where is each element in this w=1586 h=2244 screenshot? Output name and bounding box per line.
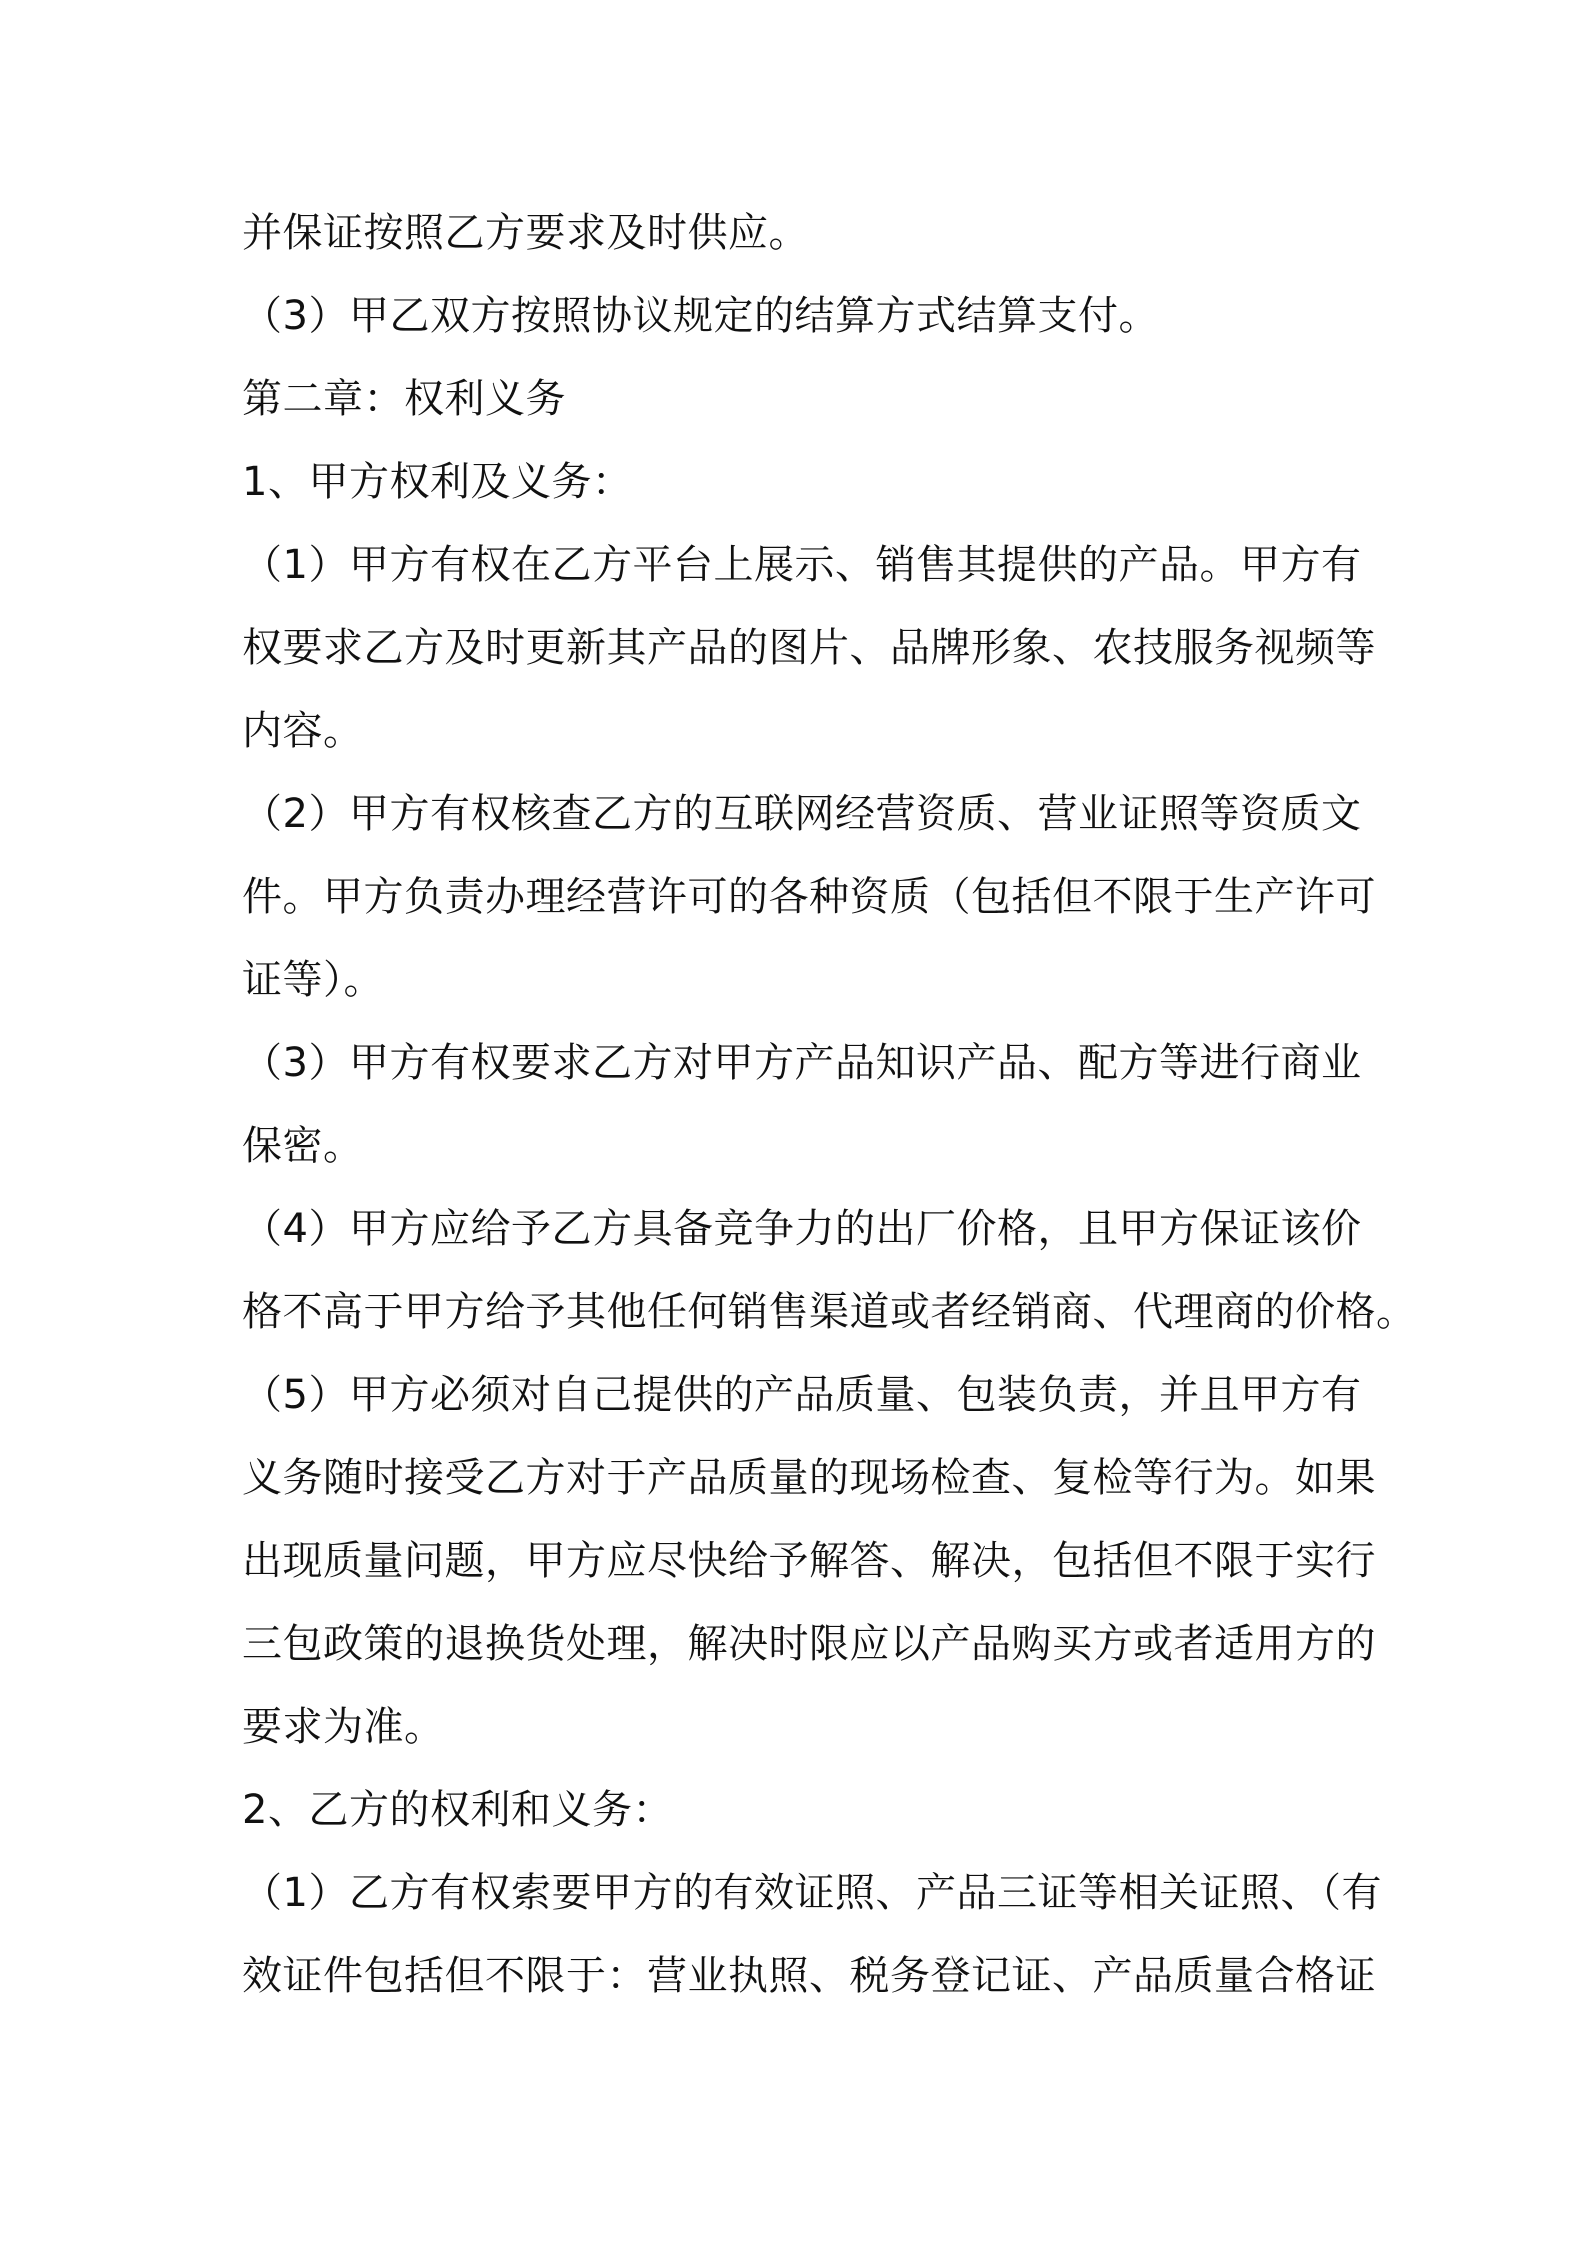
subsection-heading: 2、乙方的权利和义务： <box>242 1787 673 1833</box>
text-line: 要求为准。 <box>242 1704 445 1750</box>
document-body <box>242 192 1417 2018</box>
text-line: 内容。 <box>242 708 364 754</box>
text-line: 效证件包括但不限于：营业执照、税务登记证、产品质量合格证 <box>242 1953 1376 1999</box>
text-line: 证等）。 <box>242 957 384 1003</box>
text-line: （1）乙方有权索要甲方的有效证照、产品三证等相关证照、（有 <box>242 1870 1382 1916</box>
text-line: 保密。 <box>242 1123 364 1169</box>
text-line: 出现质量问题，甲方应尽快给予解答、解决，包括但不限于实行 <box>242 1538 1376 1584</box>
subsection-heading: 1、甲方权利及义务： <box>242 459 633 505</box>
text-line: 并保证按照乙方要求及时供应。 <box>242 210 809 256</box>
text-line: 件。甲方负责办理经营许可的各种资质（包括但不限于生产许可 <box>242 874 1376 920</box>
text-line: （3）甲方有权要求乙方对甲方产品知识产品、配方等进行商业 <box>242 1040 1362 1086</box>
text-line: 三包政策的退换货处理，解决时限应以产品购买方或者适用方的 <box>242 1621 1376 1667</box>
text-line: （1）甲方有权在乙方平台上展示、销售其提供的产品。甲方有 <box>242 542 1362 588</box>
text-line: 义务随时接受乙方对于产品质量的现场检查、复检等行为。如果 <box>242 1455 1376 1501</box>
text-line: （5）甲方必须对自己提供的产品质量、包装负责，并且甲方有 <box>242 1372 1362 1418</box>
text-line: 格不高于甲方给予其他任何销售渠道或者经销商、代理商的价格。 <box>242 1289 1417 1335</box>
section-heading: 第二章：权利义务 <box>242 376 566 422</box>
text-line: （2）甲方有权核查乙方的互联网经营资质、营业证照等资质文 <box>242 791 1362 837</box>
text-line: （4）甲方应给予乙方具备竞争力的出厂价格，且甲方保证该价 <box>242 1206 1362 1252</box>
text-line: （3）甲乙双方按照协议规定的结算方式结算支付。 <box>242 293 1159 339</box>
text-line: 权要求乙方及时更新其产品的图片、品牌形象、农技服务视频等 <box>242 625 1376 671</box>
